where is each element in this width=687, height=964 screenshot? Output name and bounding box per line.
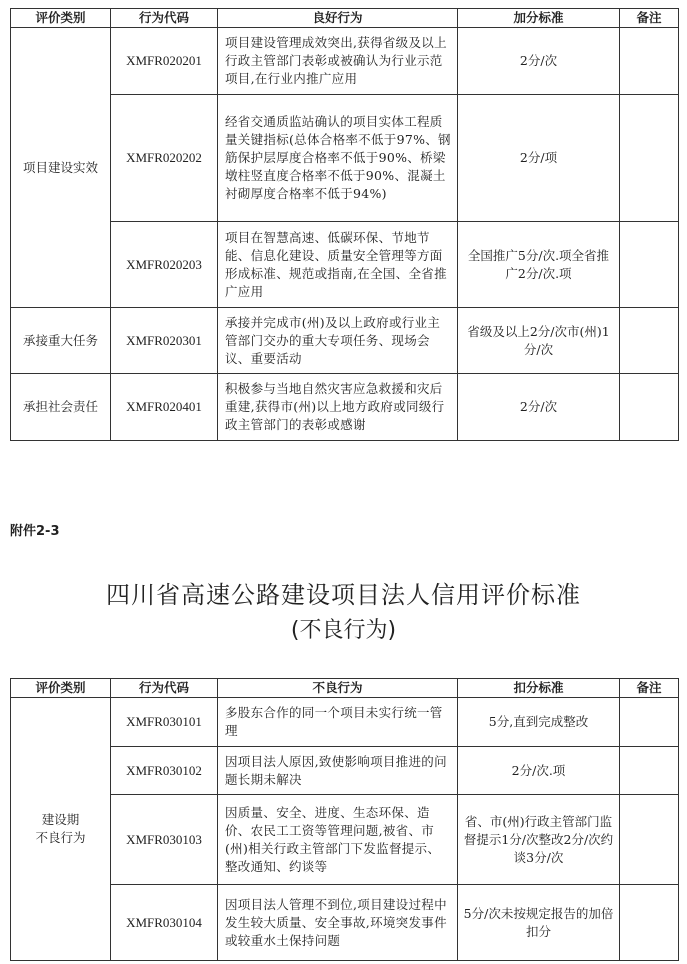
table-row — [11, 95, 679, 222]
code-cell: XMFR020202 — [111, 95, 218, 222]
header-score: 扣分标准 — [458, 679, 620, 698]
attachment-label: 附件2-3 — [10, 524, 60, 539]
header-code: 行为代码 — [111, 9, 218, 28]
table-row — [11, 795, 679, 885]
code-cell: XMFR030103 — [111, 795, 218, 885]
note-cell — [620, 885, 679, 961]
table-row — [11, 698, 679, 747]
category-cell: 承接重大任务 — [11, 308, 111, 374]
behavior-cell: 因项目法人管理不到位,项目建设过程中发生较大质量、安全事故,环境突发事件或较重水土保持问题 — [218, 885, 458, 961]
score-cell: 2分/次 — [458, 374, 620, 441]
behavior-cell: 经省交通质监站确认的项目实体工程质量关键指标(总体合格率不低于97%、钢筋保护层厚度合格率不低于90%、桥梁墩柱竖直度合格率不低于90%、混凝土衬砌厚度合格率不低于94%) — [218, 95, 458, 222]
header-note: 备注 — [620, 9, 679, 28]
score-cell: 2分/项 — [458, 95, 620, 222]
header-code: 行为代码 — [111, 679, 218, 698]
score-cell: 2分/次 — [458, 28, 620, 95]
score-cell: 省级及以上2分/次市(州)1分/次 — [458, 308, 620, 374]
note-cell — [620, 698, 679, 747]
behavior-cell: 因质量、安全、进度、生态环保、造价、农民工工资等管理问题,被省、市(州)相关行政主管部门下发监督提示、整改通知、约谈等 — [218, 795, 458, 885]
note-cell — [620, 374, 679, 441]
header-category: 评价类别 — [11, 9, 111, 28]
page-title: 四川省高速公路建设项目法人信用评价标准 — [106, 581, 581, 609]
behavior-cell: 积极参与当地自然灾害应急救援和灾后重建,获得市(州)以上地方政府或同级行政主管部门的表彰或感谢 — [218, 374, 458, 441]
header-note: 备注 — [620, 679, 679, 698]
table-row — [11, 308, 679, 374]
score-cell: 2分/次.项 — [458, 747, 620, 795]
good-behavior-table — [10, 8, 679, 441]
code-cell: XMFR020203 — [111, 222, 218, 308]
table-header-row — [11, 679, 679, 698]
bad-behavior-table — [10, 678, 679, 961]
header-score: 加分标准 — [458, 9, 620, 28]
score-cell: 5分,直到完成整改 — [458, 698, 620, 747]
code-cell: XMFR020401 — [111, 374, 218, 441]
behavior-cell: 项目在智慧高速、低碳环保、节地节能、信息化建设、质量安全管理等方面形成标准、规范或指南,在全国、全省推广应用 — [218, 222, 458, 308]
note-cell — [620, 28, 679, 95]
behavior-cell: 因项目法人原因,致使影响项目推进的问题长期未解决 — [218, 747, 458, 795]
score-cell: 5分/次未按规定报告的加倍扣分 — [458, 885, 620, 961]
note-cell — [620, 747, 679, 795]
note-cell — [620, 308, 679, 374]
table-row — [11, 747, 679, 795]
page-subtitle: (不良行为) — [290, 618, 397, 643]
note-cell — [620, 795, 679, 885]
score-cell: 全国推广5分/次.项全省推广2分/次.项 — [458, 222, 620, 308]
note-cell — [620, 222, 679, 308]
behavior-cell: 项目建设管理成效突出,获得省级及以上行政主管部门表彰或被确认为行业示范项目,在行业内推广应用 — [218, 28, 458, 95]
header-behavior: 良好行为 — [218, 9, 458, 28]
table-row — [11, 374, 679, 441]
behavior-cell: 多股东合作的同一个项目未实行统一管理 — [218, 698, 458, 747]
code-cell: XMFR020301 — [111, 308, 218, 374]
score-cell: 省、市(州)行政主管部门监督提示1分/次整改2分/次约谈3分/次 — [458, 795, 620, 885]
category-cell: 建设期 不良行为 — [11, 698, 111, 961]
table-header-row — [11, 9, 679, 28]
code-cell: XMFR020201 — [111, 28, 218, 95]
category-cell: 项目建设实效 — [11, 28, 111, 308]
note-cell — [620, 95, 679, 222]
code-cell: XMFR030104 — [111, 885, 218, 961]
header-behavior: 不良行为 — [218, 679, 458, 698]
category-cell: 承担社会责任 — [11, 374, 111, 441]
header-category: 评价类别 — [11, 679, 111, 698]
behavior-cell: 承接并完成市(州)及以上政府或行业主管部门交办的重大专项任务、现场会议、重要活动 — [218, 308, 458, 374]
table-row — [11, 222, 679, 308]
code-cell: XMFR030102 — [111, 747, 218, 795]
code-cell: XMFR030101 — [111, 698, 218, 747]
table-row — [11, 28, 679, 95]
table-row — [11, 885, 679, 961]
